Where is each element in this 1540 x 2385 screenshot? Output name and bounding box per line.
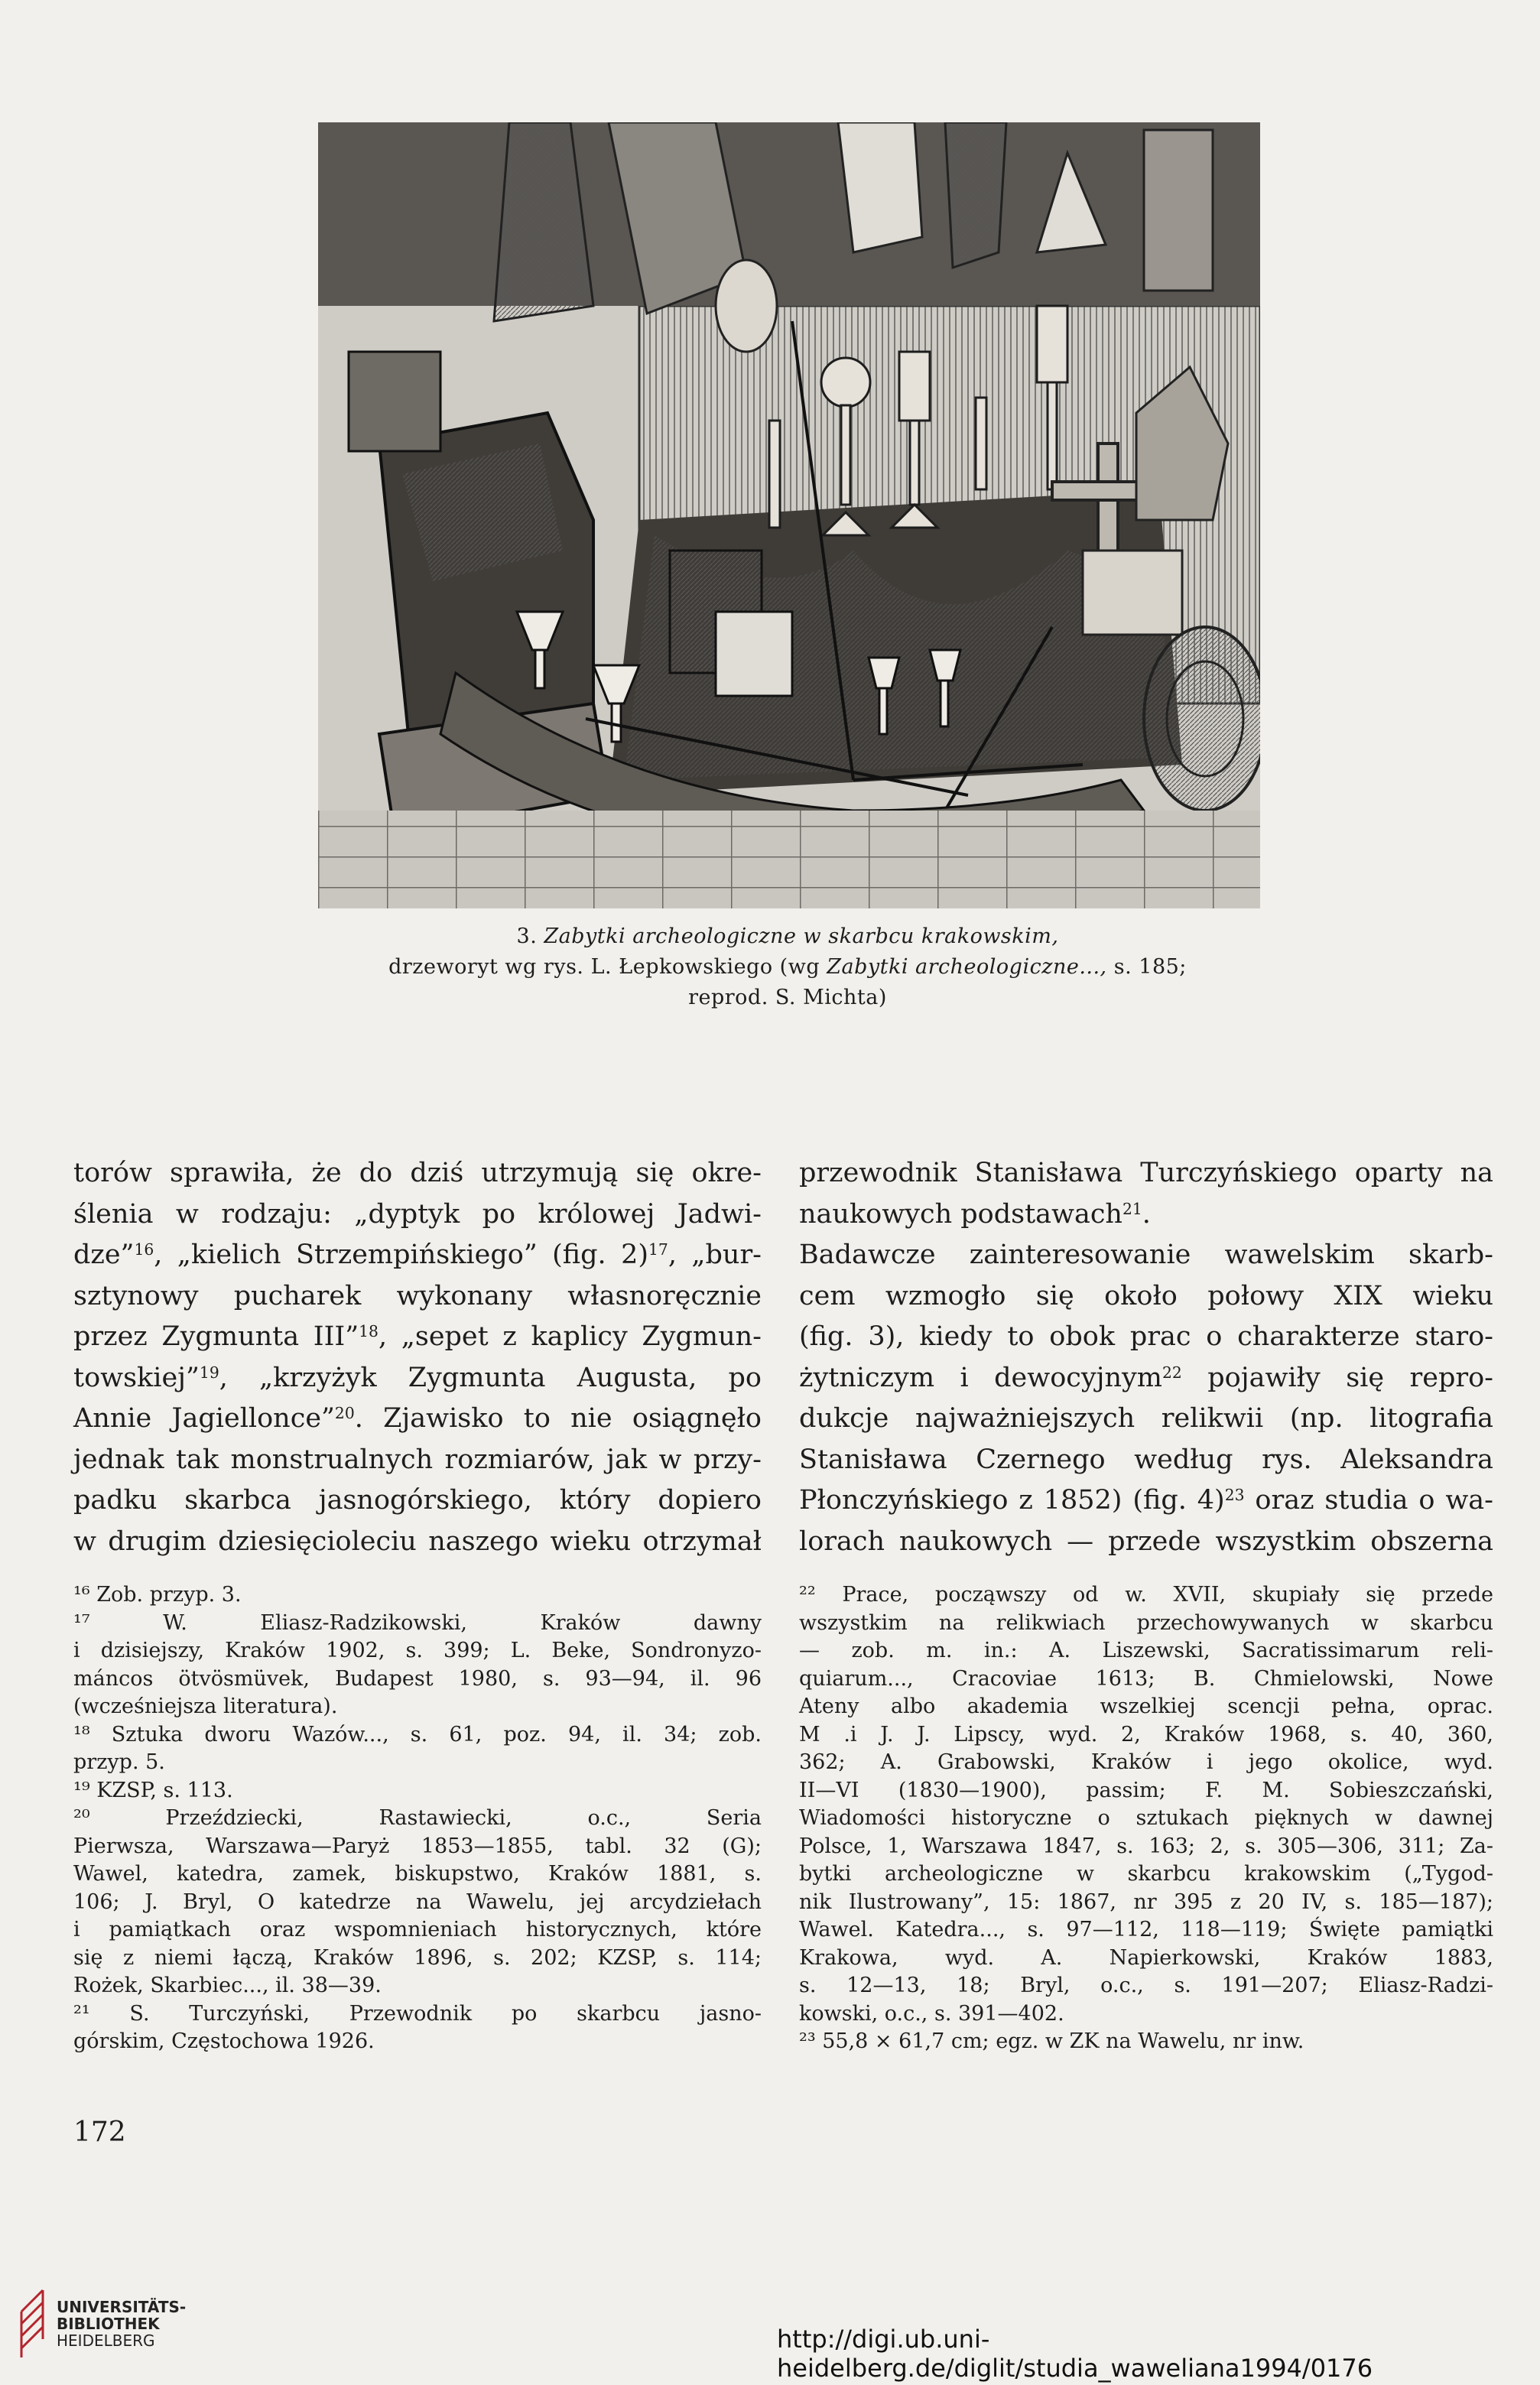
body-text-left-column <box>73 1153 762 1562</box>
footnote-line: s. 12—13, 18; Bryl, o.c., s. 191—207; Eliasz-Radzi- <box>799 1974 1493 1997</box>
footnote-ref: 23 <box>1224 1485 1245 1504</box>
library-name-line-3: HEIDELBERG <box>57 2331 155 2350</box>
footnote-line: ²² Prace, począwszy od w. XVII, skupiały się przede <box>799 1583 1493 1607</box>
footnote-line: II—VI (1830—1900), passim; F. M. Sobieszczański, <box>799 1778 1493 1802</box>
footnote-ref: 22 <box>1162 1363 1182 1382</box>
footnote-line: 106; J. Bryl, O katedrze na Wawelu, jej arcydziełach <box>73 1889 762 1914</box>
footnote-line: Ateny albo akademia wszelkiej scencji pełna, oprac. <box>799 1695 1493 1718</box>
body-line: przewodnik Stanisława Turczyńskiego oparty na <box>799 1158 1493 1188</box>
footnote-line: nik Ilustrowany”, 15: 1867, nr 395 z 20 IV, s. 185—187); <box>799 1889 1493 1914</box>
footnote-line: ²¹ S. Turczyński, Przewodnik po skarbcu jasno- <box>73 2001 762 2026</box>
body-line: Stanisława Czernego według rys. Aleksandra <box>799 1444 1493 1475</box>
footnote-ref: 19 <box>199 1363 219 1382</box>
footnote-line: Pierwsza, Warszawa—Paryż 1853—1855, tabl. 32 (G); <box>73 1834 762 1858</box>
caption-title: Zabytki archeologiczne w skarbcu krakowskim, <box>544 924 1059 948</box>
footnote-line: i dzisiejszy, Kraków 1902, s. 399; L. Beke, Sondronyzo- <box>73 1639 762 1662</box>
footnote-line: M .i J. J. Lipscy, wyd. 2, Kraków 1968, s. 40, 360, <box>799 1722 1493 1747</box>
page-number: 172 <box>73 2117 126 2148</box>
footnote-line: wszystkim na relikwiach przechowywanych w skarbcu <box>799 1610 1493 1635</box>
treasury-woodcut-image <box>318 122 1260 908</box>
caption-line-1 <box>260 921 1315 952</box>
body-line: Annie Jagiellonce”$^{20}$. Zjawisko to nie osiągnęło <box>73 1403 762 1434</box>
body-line: towskiej”$^{19}$, „krzyżyk Zygmunta Augusta, po <box>73 1362 762 1393</box>
footnote-line: Krakowa, wyd. A. Napierkowski, Kraków 1883, <box>799 1945 1493 1970</box>
footnotes-left-column <box>73 1581 762 2056</box>
footnote-line: kowski, o.c., s. 391—402. <box>799 2001 1064 2026</box>
caption-number: 3. <box>516 924 538 948</box>
body-line: padku skarbca jasnogórskiego, który dopiero <box>73 1485 762 1516</box>
footnote-line: (wcześniejsza literatura). <box>73 1695 338 1718</box>
caption-source-page: s. 185; <box>1113 955 1187 979</box>
body-line: Płonczyńskiego z 1852) (fig. 4)$^{23}$ oraz studia o wa- <box>799 1485 1494 1516</box>
figure-caption <box>260 921 1315 1013</box>
caption-line-3: reprod. S. Michta) <box>688 986 887 1009</box>
body-line: naukowych podstawach$^{21}$. <box>799 1198 1151 1230</box>
footnote-line: ¹⁷ W. Eliasz-Radzikowski, Kraków dawny <box>73 1610 762 1635</box>
footnote-line: Wawel, katedra, zamek, biskupstwo, Kraków 1881, s. <box>73 1862 762 1886</box>
body-line: jednak tak monstrualnych rozmiarów, jak w przy- <box>73 1444 762 1475</box>
footnote-line: Rożek, Skarbiec..., il. 38—39. <box>73 1974 382 1997</box>
body-line: dze”$^{16}$, „kielich Strzempińskiego” (fig. 2)$^{17}$, „bur- <box>73 1240 762 1270</box>
body-line: ślenia w rodzaju: „dyptyk po królowej Jadwi- <box>73 1198 762 1230</box>
footnote-line: ²³ 55,8 × 61,7 cm; egz. w ZK na Wawelu, nr inw. <box>799 2029 1304 2053</box>
footnote-ref: 18 <box>359 1321 379 1340</box>
body-line: lorach naukowych — przede wszystkim obszerna <box>799 1526 1493 1557</box>
body-line: Badawcze zainteresowanie wawelskim skarb- <box>799 1240 1493 1270</box>
body-line: przez Zygmunta III”$^{18}$, „sepet z kaplicy Zygmun- <box>73 1321 762 1352</box>
library-name-line-2: BIBLIOTHEK <box>57 2315 160 2333</box>
body-line: sztynowy pucharek wykonany własnoręcznie <box>73 1280 762 1311</box>
body-line: żytniczym i dewocyjnym$^{22}$ pojawiły się repro- <box>799 1362 1493 1393</box>
body-line: cem wzmogło się około połowy XIX wieku <box>799 1280 1493 1311</box>
footnote-line: 362; A. Grabowski, Kraków i jego okolice, wyd. <box>799 1750 1493 1774</box>
footnote-line: máncos ötvösmüvek, Budapest 1980, s. 93—94, il. 96 <box>73 1666 762 1691</box>
footnote-line: się z niemi łączą, Kraków 1896, s. 202; KZSP, s. 114; <box>73 1945 762 1970</box>
footnote-line: Wawel. Katedra..., s. 97—112, 118—119; Święte pamiątki <box>799 1918 1493 1941</box>
ub-heidelberg-logo-icon <box>20 2289 46 2359</box>
woodcut-illustration <box>318 122 1260 908</box>
footnote-line: bytki archeologiczne w skarbcu krakowskim („Tygod- <box>799 1862 1493 1886</box>
footnote-line: przyp. 5. <box>73 1750 165 1774</box>
body-line: dukcje najważniejszych relikwii (np. litografia <box>799 1403 1493 1434</box>
footnote-ref: 21 <box>1122 1199 1142 1218</box>
body-text-right-column <box>799 1153 1493 1562</box>
footnote-line: ¹⁹ KZSP, s. 113. <box>73 1778 233 1802</box>
footnote-ref: 17 <box>648 1240 668 1259</box>
body-line: (fig. 3), kiedy to obok prac o charakterze staro- <box>799 1321 1493 1352</box>
footnote-ref: 20 <box>334 1403 355 1422</box>
footnote-line: quiarum..., Cracoviae 1613; B. Chmielowski, Nowe <box>799 1666 1493 1691</box>
footnotes-right-column <box>799 1581 1493 2056</box>
footnote-line: ²⁰ Przeździecki, Rastawiecki, o.c., Seria <box>73 1806 762 1830</box>
footnote-line: i pamiątkach oraz wspomnieniach historycznych, które <box>73 1918 762 1941</box>
library-name <box>57 2299 186 2349</box>
caption-source-pre: drzeworyt wg rys. L. Łepkowskiego (wg <box>388 955 820 979</box>
footnote-line: — zob. m. in.: A. Liszewski, Sacratissimarum reli- <box>799 1639 1493 1662</box>
footnote-line: ¹⁶ Zob. przyp. 3. <box>73 1583 242 1607</box>
footnote-line: Wiadomości historyczne o sztukach pięknych w dawnej <box>799 1806 1493 1830</box>
caption-line-2 <box>260 952 1315 983</box>
library-name-line-1: UNIVERSITÄTS- <box>57 2298 187 2316</box>
caption-source-title: Zabytki archeologiczne..., <box>827 955 1107 979</box>
footnote-line: górskim, Częstochowa 1926. <box>73 2029 375 2053</box>
footnote-line: ¹⁸ Sztuka dworu Wazów..., s. 61, poz. 94, il. 34; zob. <box>73 1722 762 1747</box>
body-line: w drugim dziesięcioleciu naszego wieku otrzymał <box>73 1526 762 1557</box>
source-url-link[interactable]: http://digi.ub.uni-heidelberg.de/diglit/studia_waweliana1994/0176 <box>777 2325 1373 2383</box>
footnote-ref: 16 <box>134 1240 154 1259</box>
footnote-line: Polsce, 1, Warszawa 1847, s. 163; 2, s. 305—306, 311; Za- <box>799 1834 1493 1858</box>
body-line: torów sprawiła, że do dziś utrzymują się okre- <box>73 1158 762 1188</box>
